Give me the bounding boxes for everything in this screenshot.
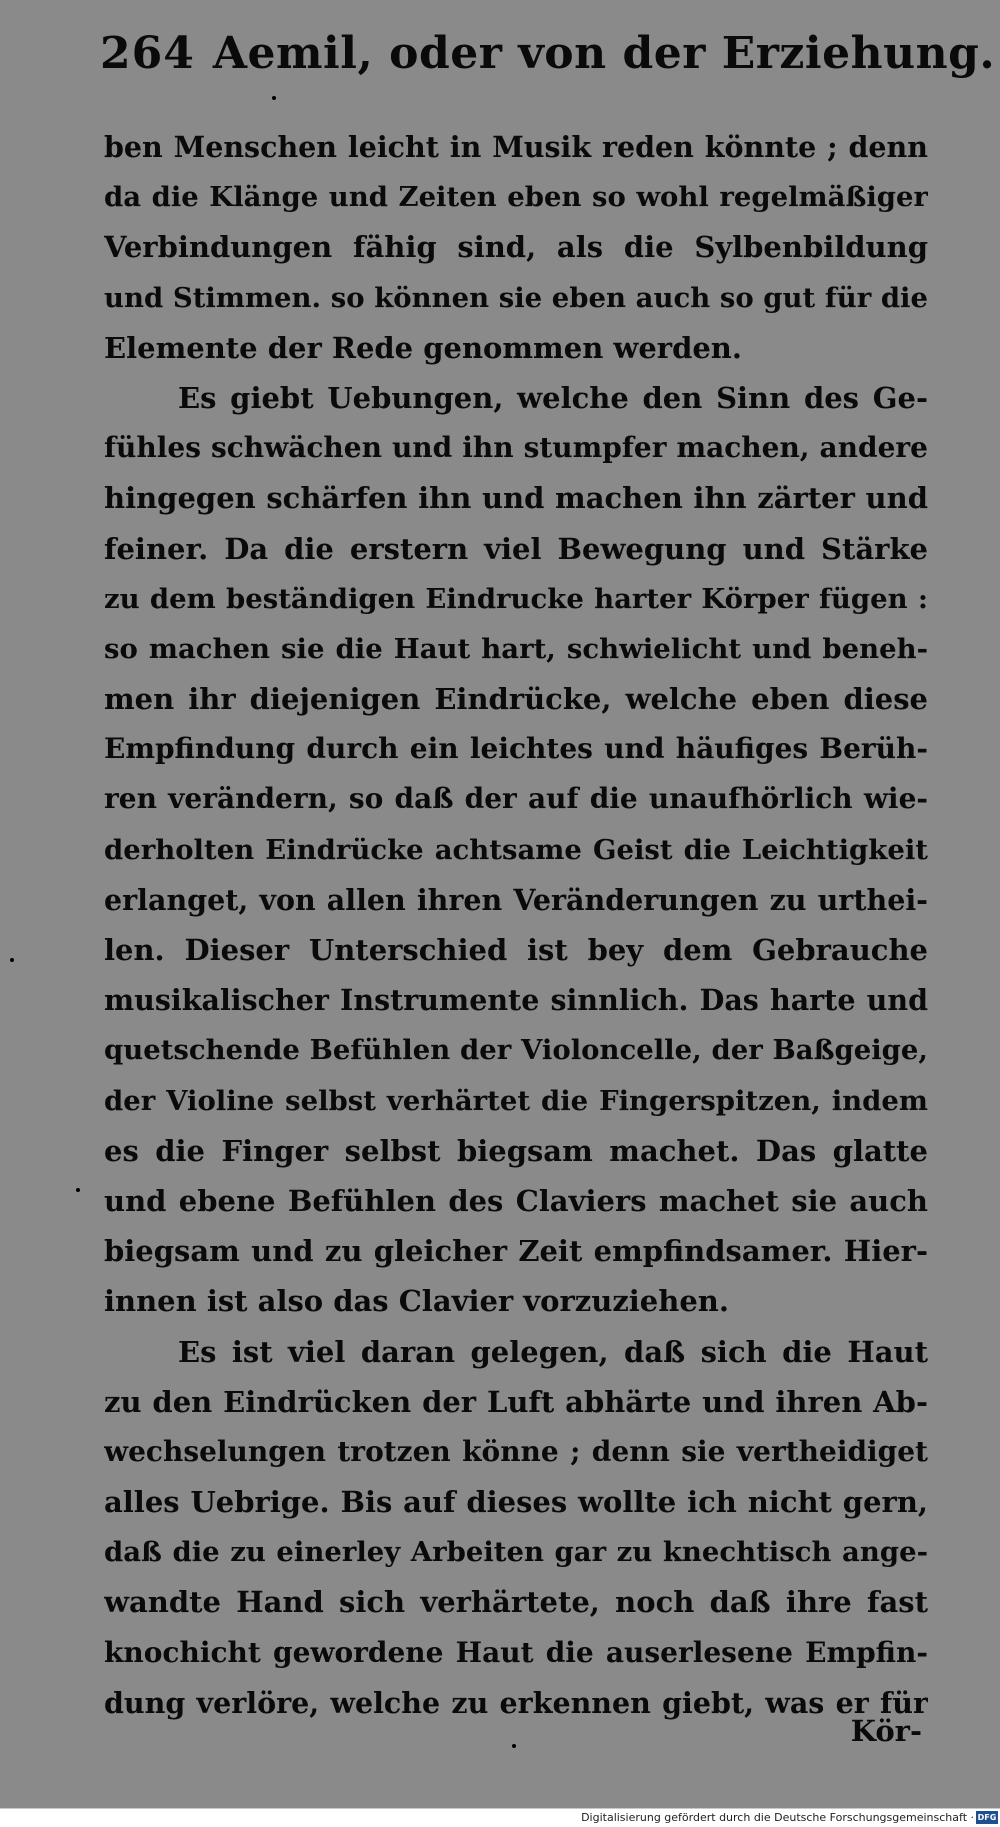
text-line: Es ist viel daran gelegen, daß sich die Haut [178,1334,928,1369]
text-line: derholten Eindrücke achtsame Geist die Leichtigkeit [104,833,928,866]
text-line: men ihr diejenigen Eindrücke, welche eben diese [104,682,928,717]
text-line: fühles schwächen und ihn stumpfer machen, andere [104,431,928,465]
ink-speck [272,96,276,100]
text-line: innen ist also das Clavier vorzuziehen. [104,1284,729,1319]
text-line: erlanget, von allen ihren Veränderungen zu urthei- [104,882,928,917]
text-line: so machen sie die Haut hart, schwielicht und beneh- [104,632,928,665]
page-header [100,28,996,92]
text-line: zu den Eindrücken der Luft abhärte und ihren Ab- [104,1384,928,1419]
text-line: Elemente der Rede genommen werden. [104,330,742,365]
page-number: 264 [100,28,195,79]
text-line: und Stimmen. so können sie eben auch so gut für die [104,281,928,314]
ink-speck [512,1744,516,1748]
text-line: es die Finger selbst biegsam machet. Das glatte [104,1133,928,1168]
text-line: alles Uebrige. Bis auf dieses wollte ich nicht gern, [104,1485,928,1520]
text-line: biegsam und zu gleicher Zeit empfindsamer. Hier- [104,1234,928,1269]
ink-speck [10,958,14,962]
text-line: wechselungen trotzen könne ; denn sie vertheidiget [104,1434,928,1468]
text-line: der Violine selbst verhärtet die Fingerspitzen, indem [104,1084,928,1117]
digitization-footer [0,1808,1000,1827]
text-line: feiner. Da die erstern viel Bewegung und Stärke [104,531,928,566]
text-line: Empfindung durch ein leichtes und häufiges Berüh- [104,732,928,766]
catchword: Kör- [850,1714,922,1748]
text-line: knochicht gewordene Haut die auserlesene Empfin- [104,1635,928,1669]
text-line: quetschende Befühlen der Violoncelle, der Baßgeige, [104,1034,928,1067]
text-line: Es giebt Uebungen, welche den Sinn des Ge- [178,380,928,415]
text-line: ben Menschen leicht in Musik reden könnte ; denn [104,130,928,164]
text-line: daß die zu einerley Arbeiten gar zu knechtisch ange- [104,1536,928,1569]
text-line: zu dem beständigen Eindrucke harter Körper fügen : [104,582,928,615]
text-line: ren verändern, so daß der auf die unaufhörlich wie- [104,782,928,816]
body-text [104,122,928,1728]
ink-speck [76,1188,80,1192]
text-line: da die Klänge und Zeiten eben so wohl regelmäßiger [104,181,928,214]
dfg-logo-icon: DFG [977,1813,997,1822]
running-title: Aemil, oder von der Erziehung. [212,28,996,79]
text-line: und ebene Befühlen des Claviers machet sie auch [104,1183,928,1218]
text-line: dung verlöre, welche zu erkennen giebt, was er für [104,1685,928,1720]
funding-credit: Digitalisierung gefördert durch die Deutsche Forschungsgemeinschaft · [581,1811,974,1824]
text-line: wandte Hand sich verhärtete, noch daß ihre fast [104,1585,928,1620]
text-line: musikalischer Instrumente sinnlich. Das harte und [104,983,928,1018]
text-line: Verbindungen fähig sind, als die Sylbenbildung [104,230,928,265]
text-line: hingegen schärfen ihn und machen ihn zärter und [104,481,928,516]
text-line: len. Dieser Unterschied ist bey dem Gebrauche [104,933,928,967]
